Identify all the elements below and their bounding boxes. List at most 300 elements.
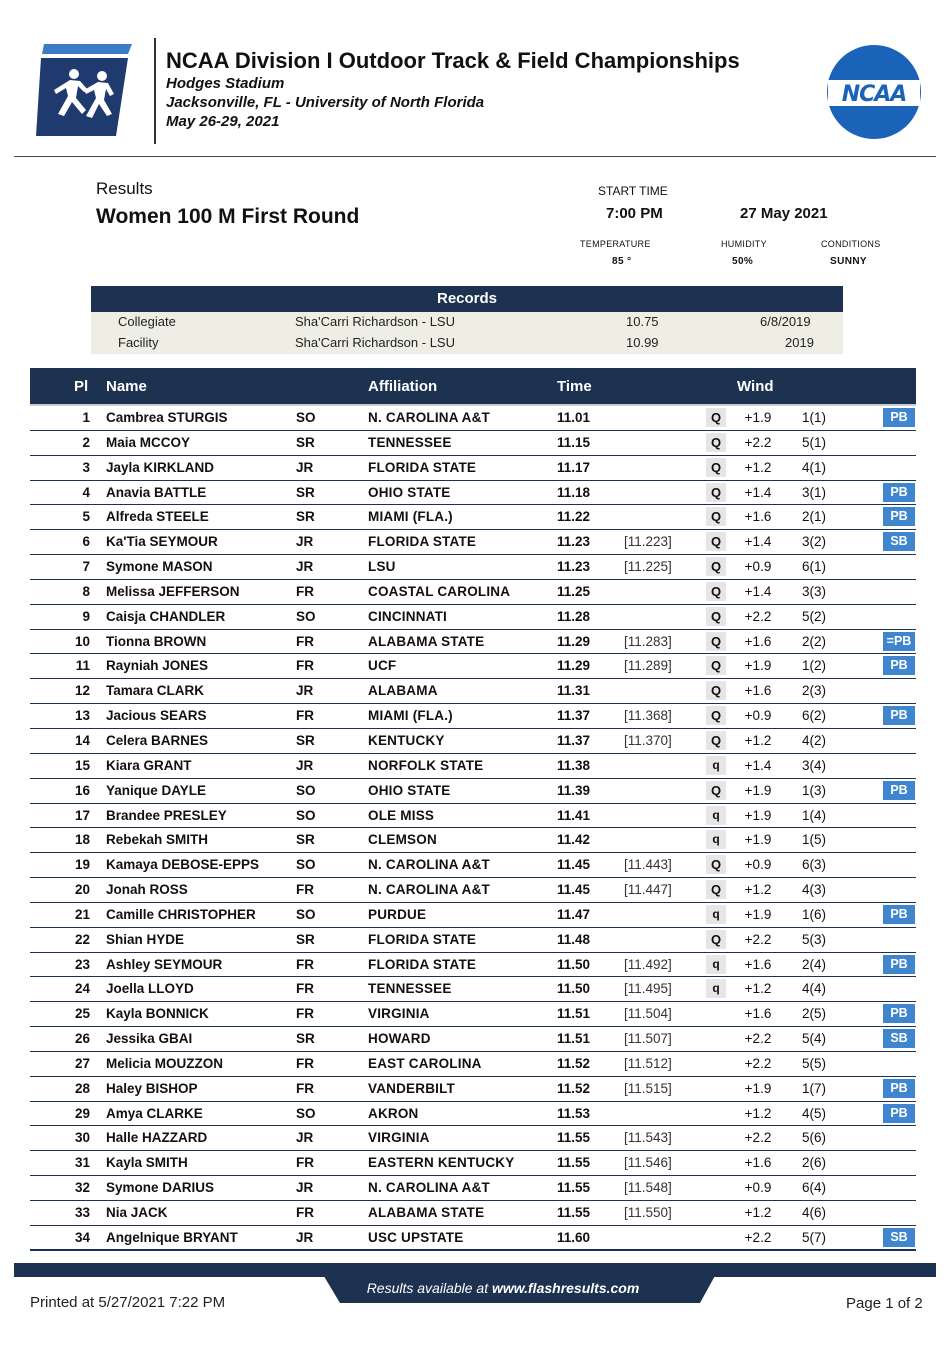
printed-timestamp: Printed at 5/27/2021 7:22 PM bbox=[30, 1294, 226, 1311]
time-cell: 11.55 bbox=[557, 1130, 591, 1146]
affiliation-cell: VIRGINIA bbox=[368, 1130, 430, 1146]
qualifier-badge: q bbox=[706, 955, 726, 974]
qualifier-badge: Q bbox=[706, 532, 726, 551]
tiebreak-time-cell: [11.289] bbox=[624, 658, 672, 674]
table-row bbox=[30, 580, 916, 605]
year-cell: FR bbox=[296, 708, 314, 724]
year-cell: FR bbox=[296, 1080, 314, 1096]
athlete-name-cell: Alfreda STEELE bbox=[106, 509, 209, 525]
wind-cell: +0.9 bbox=[744, 1180, 772, 1196]
place-cell: 22 bbox=[74, 931, 90, 947]
record-date: 2019 bbox=[785, 335, 814, 350]
record-note-badge: SB bbox=[883, 1029, 915, 1048]
results-table-body bbox=[30, 406, 916, 1251]
table-row bbox=[30, 630, 916, 655]
wind-cell: +1.4 bbox=[744, 534, 772, 550]
wind-cell: +1.6 bbox=[744, 1006, 772, 1022]
time-cell: 11.52 bbox=[557, 1080, 591, 1096]
time-cell: 11.15 bbox=[557, 434, 591, 450]
athlete-name-cell: Camille CHRISTOPHER bbox=[106, 906, 256, 922]
table-row bbox=[30, 704, 916, 729]
tiebreak-time-cell: [11.492] bbox=[624, 956, 672, 972]
affiliation-cell: OHIO STATE bbox=[368, 484, 451, 500]
heat-cell: 3(4) bbox=[802, 757, 827, 773]
meet-dates: May 26-29, 2021 bbox=[166, 113, 280, 130]
wind-cell: +1.4 bbox=[744, 583, 772, 599]
heat-cell: 6(4) bbox=[802, 1180, 827, 1196]
record-holder: Sha'Carri Richardson - LSU bbox=[295, 314, 455, 329]
qualifier-badge: Q bbox=[706, 483, 726, 502]
conditions-value: SUNNY bbox=[830, 256, 868, 267]
time-cell: 11.01 bbox=[557, 410, 591, 425]
time-cell: 11.55 bbox=[557, 1205, 591, 1220]
time-cell: 11.53 bbox=[557, 1105, 591, 1121]
results-table-header bbox=[30, 368, 916, 404]
time-cell: 11.29 bbox=[557, 633, 591, 649]
athlete-name-cell: Amya CLARKE bbox=[106, 1105, 203, 1121]
athlete-name-cell: Melissa JEFFERSON bbox=[106, 583, 240, 599]
heat-cell: 2(6) bbox=[802, 1155, 827, 1171]
qualifier-badge: q bbox=[706, 905, 726, 924]
affiliation-cell: ALABAMA STATE bbox=[368, 633, 485, 649]
wind-cell: +2.2 bbox=[744, 1229, 772, 1245]
event-date: 27 May 2021 bbox=[740, 205, 828, 222]
tiebreak-time-cell: [11.548] bbox=[624, 1180, 672, 1196]
affiliation-cell: FLORIDA STATE bbox=[368, 956, 477, 972]
year-cell: SR bbox=[296, 509, 315, 525]
place-cell: 8 bbox=[82, 583, 90, 599]
year-cell: JR bbox=[296, 459, 314, 475]
athlete-name-cell: Joella LLOYD bbox=[106, 981, 194, 997]
affiliation-cell: TENNESSEE bbox=[368, 981, 452, 997]
heat-cell: 5(2) bbox=[802, 608, 827, 624]
place-cell: 20 bbox=[74, 882, 90, 898]
athlete-name-cell: Jonah ROSS bbox=[106, 882, 188, 898]
place-cell: 34 bbox=[74, 1229, 90, 1245]
year-cell: FR bbox=[296, 1006, 314, 1022]
place-cell: 29 bbox=[74, 1105, 90, 1121]
year-cell: SR bbox=[296, 484, 315, 500]
record-row-facility bbox=[91, 333, 843, 354]
affiliation-cell: OHIO STATE bbox=[368, 782, 451, 798]
time-cell: 11.50 bbox=[557, 981, 591, 997]
time-cell: 11.18 bbox=[557, 484, 591, 500]
place-cell: 14 bbox=[74, 732, 90, 748]
year-cell: SO bbox=[296, 410, 316, 425]
table-row bbox=[30, 754, 916, 779]
wind-cell: +1.2 bbox=[744, 732, 772, 748]
heat-cell: 1(4) bbox=[802, 807, 827, 823]
affiliation-cell: TENNESSEE bbox=[368, 434, 452, 450]
tiebreak-time-cell: [11.512] bbox=[624, 1055, 672, 1071]
heat-cell: 4(3) bbox=[802, 882, 827, 898]
tiebreak-time-cell: [11.515] bbox=[624, 1080, 672, 1096]
heat-cell: 3(3) bbox=[802, 583, 827, 599]
table-row bbox=[30, 1151, 916, 1176]
place-cell: 17 bbox=[74, 807, 90, 823]
affiliation-cell: N. CAROLINA A&T bbox=[368, 882, 490, 898]
table-row bbox=[30, 953, 916, 978]
year-cell: SO bbox=[296, 782, 316, 798]
time-cell: 11.52 bbox=[557, 1055, 591, 1071]
table-row bbox=[30, 977, 916, 1002]
record-mark: 10.75 bbox=[626, 314, 659, 329]
year-cell: SO bbox=[296, 807, 316, 823]
athlete-name-cell: Yanique DAYLE bbox=[106, 782, 207, 798]
qualifier-badge: q bbox=[706, 830, 726, 849]
time-cell: 11.55 bbox=[557, 1180, 591, 1196]
year-cell: FR bbox=[296, 1155, 314, 1171]
time-cell: 11.23 bbox=[557, 559, 591, 575]
wind-cell: +1.9 bbox=[744, 1080, 772, 1096]
year-cell: SR bbox=[296, 434, 315, 450]
athlete-name-cell: Cambrea STURGIS bbox=[106, 410, 228, 425]
time-cell: 11.22 bbox=[557, 509, 591, 525]
records-title: Records bbox=[91, 286, 843, 312]
record-note-badge: PB bbox=[883, 408, 915, 427]
humidity-label: HUMIDITY bbox=[721, 239, 767, 249]
table-row bbox=[30, 853, 916, 878]
year-cell: SR bbox=[296, 732, 315, 748]
time-cell: 11.51 bbox=[557, 1006, 591, 1022]
start-time-value: 7:00 PM bbox=[606, 205, 663, 222]
year-cell: FR bbox=[296, 633, 314, 649]
wind-cell: +1.6 bbox=[744, 683, 772, 699]
wind-cell: +2.2 bbox=[744, 1031, 772, 1047]
results-available-label: Results available at bbox=[366, 1280, 489, 1296]
athlete-name-cell: Melicia MOUZZON bbox=[106, 1055, 224, 1071]
heat-cell: 1(3) bbox=[802, 782, 827, 798]
header-time: Time bbox=[557, 378, 592, 395]
year-cell: SO bbox=[296, 906, 316, 922]
tiebreak-time-cell: [11.223] bbox=[624, 534, 672, 550]
affiliation-cell: FLORIDA STATE bbox=[368, 459, 477, 475]
heat-cell: 4(5) bbox=[802, 1105, 827, 1121]
year-cell: SR bbox=[296, 931, 315, 947]
heat-cell: 6(3) bbox=[802, 857, 827, 873]
heat-cell: 1(6) bbox=[802, 906, 827, 922]
time-cell: 11.31 bbox=[557, 683, 591, 699]
year-cell: JR bbox=[296, 1130, 314, 1146]
place-cell: 12 bbox=[74, 683, 90, 699]
table-row bbox=[30, 1201, 916, 1226]
table-row bbox=[30, 828, 916, 853]
athlete-name-cell: Rebekah SMITH bbox=[106, 832, 209, 848]
time-cell: 11.29 bbox=[557, 658, 591, 674]
affiliation-cell: LSU bbox=[368, 559, 396, 575]
heat-cell: 3(2) bbox=[802, 534, 827, 550]
conditions-label: CONDITIONS bbox=[821, 239, 881, 249]
time-cell: 11.55 bbox=[557, 1155, 591, 1171]
year-cell: JR bbox=[296, 683, 314, 699]
year-cell: SO bbox=[296, 608, 316, 624]
record-note-badge: PB bbox=[883, 507, 915, 526]
results-site-link[interactable]: www.flashresults.com bbox=[491, 1280, 640, 1296]
qualifier-badge: q bbox=[706, 756, 726, 775]
affiliation-cell: ALABAMA STATE bbox=[368, 1205, 485, 1220]
qualifier-badge: Q bbox=[706, 582, 726, 601]
time-cell: 11.45 bbox=[557, 857, 591, 873]
record-row-collegiate bbox=[91, 312, 843, 333]
affiliation-cell: COASTAL CAROLINA bbox=[368, 583, 511, 599]
record-note-badge: =PB bbox=[883, 632, 915, 651]
year-cell: SO bbox=[296, 1105, 316, 1121]
heat-cell: 2(2) bbox=[802, 633, 827, 649]
record-note-badge: PB bbox=[883, 656, 915, 675]
place-cell: 9 bbox=[82, 608, 90, 624]
wind-cell: +1.4 bbox=[744, 757, 772, 773]
qualifier-badge: Q bbox=[706, 632, 726, 651]
athlete-name-cell: Anavia BATTLE bbox=[106, 484, 207, 500]
qualifier-badge: Q bbox=[706, 855, 726, 874]
place-cell: 19 bbox=[74, 857, 90, 873]
year-cell: FR bbox=[296, 981, 314, 997]
athlete-name-cell: Caisja CHANDLER bbox=[106, 608, 226, 624]
place-cell: 7 bbox=[82, 559, 90, 575]
athlete-name-cell: Halle HAZZARD bbox=[106, 1130, 208, 1146]
place-cell: 26 bbox=[74, 1031, 90, 1047]
wind-cell: +1.9 bbox=[744, 410, 772, 425]
heat-cell: 5(4) bbox=[802, 1031, 827, 1047]
table-row bbox=[30, 481, 916, 506]
affiliation-cell: USC UPSTATE bbox=[368, 1229, 464, 1245]
header-rule bbox=[14, 156, 936, 157]
record-note-badge: SB bbox=[883, 532, 915, 551]
place-cell: 31 bbox=[74, 1155, 90, 1171]
place-cell: 30 bbox=[74, 1130, 90, 1146]
championship-logo bbox=[36, 44, 132, 136]
table-row bbox=[30, 605, 916, 630]
tiebreak-time-cell: [11.368] bbox=[624, 708, 672, 724]
time-cell: 11.39 bbox=[557, 782, 591, 798]
tiebreak-time-cell: [11.225] bbox=[624, 559, 672, 575]
record-note-badge: PB bbox=[883, 1079, 915, 1098]
athlete-name-cell: Tionna BROWN bbox=[106, 633, 207, 649]
record-type: Collegiate bbox=[118, 314, 176, 329]
heat-cell: 1(5) bbox=[802, 832, 827, 848]
year-cell: FR bbox=[296, 658, 314, 674]
affiliation-cell: ALABAMA bbox=[368, 683, 438, 699]
time-cell: 11.38 bbox=[557, 757, 591, 773]
table-row bbox=[30, 804, 916, 829]
place-cell: 28 bbox=[74, 1080, 90, 1096]
wind-cell: +1.6 bbox=[744, 633, 772, 649]
table-row bbox=[30, 729, 916, 754]
athlete-name-cell: Brandee PRESLEY bbox=[106, 807, 227, 823]
wind-cell: +1.4 bbox=[744, 484, 772, 500]
page-number: Page 1 of 2 bbox=[846, 1295, 923, 1312]
heat-cell: 4(1) bbox=[802, 459, 827, 475]
heat-cell: 1(7) bbox=[802, 1080, 827, 1096]
qualifier-badge: Q bbox=[706, 706, 726, 725]
wind-cell: +1.9 bbox=[744, 807, 772, 823]
affiliation-cell: FLORIDA STATE bbox=[368, 534, 477, 550]
tiebreak-time-cell: [11.447] bbox=[624, 882, 672, 898]
heat-cell: 4(6) bbox=[802, 1205, 827, 1220]
heat-cell: 6(1) bbox=[802, 559, 827, 575]
wind-cell: +1.2 bbox=[744, 981, 772, 997]
affiliation-cell: PURDUE bbox=[368, 906, 427, 922]
place-cell: 13 bbox=[74, 708, 90, 724]
record-note-badge: PB bbox=[883, 781, 915, 800]
wind-cell: +1.9 bbox=[744, 658, 772, 674]
results-available-text bbox=[316, 1280, 672, 1296]
affiliation-cell: KENTUCKY bbox=[368, 732, 445, 748]
place-cell: 5 bbox=[82, 509, 90, 525]
table-row bbox=[30, 530, 916, 555]
table-row bbox=[30, 679, 916, 704]
affiliation-cell: VANDERBILT bbox=[368, 1080, 455, 1096]
year-cell: FR bbox=[296, 956, 314, 972]
wind-cell: +0.9 bbox=[744, 708, 772, 724]
table-row bbox=[30, 1002, 916, 1027]
athlete-name-cell: Jacious SEARS bbox=[106, 708, 207, 724]
heat-cell: 5(5) bbox=[802, 1055, 827, 1071]
table-row bbox=[30, 1052, 916, 1077]
heat-cell: 5(1) bbox=[802, 434, 827, 450]
place-cell: 3 bbox=[82, 459, 90, 475]
record-note-badge: SB bbox=[883, 1228, 915, 1247]
time-cell: 11.28 bbox=[557, 608, 591, 624]
affiliation-cell: OLE MISS bbox=[368, 807, 435, 823]
wind-cell: +2.2 bbox=[744, 608, 772, 624]
place-cell: 2 bbox=[82, 434, 90, 450]
place-cell: 6 bbox=[82, 534, 90, 550]
qualifier-badge: q bbox=[706, 806, 726, 825]
wind-cell: +1.2 bbox=[744, 459, 772, 475]
athlete-name-cell: Kiara GRANT bbox=[106, 757, 192, 773]
temperature-label: TEMPERATURE bbox=[580, 239, 651, 249]
place-cell: 1 bbox=[82, 410, 90, 425]
heat-cell: 2(3) bbox=[802, 683, 827, 699]
heat-cell: 1(1) bbox=[802, 410, 827, 425]
time-cell: 11.45 bbox=[557, 882, 591, 898]
table-row bbox=[30, 1077, 916, 1102]
qualifier-badge: Q bbox=[706, 681, 726, 700]
record-date: 6/8/2019 bbox=[760, 314, 811, 329]
tiebreak-time-cell: [11.543] bbox=[624, 1130, 672, 1146]
record-type: Facility bbox=[118, 335, 159, 350]
affiliation-cell: NORFOLK STATE bbox=[368, 757, 484, 773]
table-row bbox=[30, 654, 916, 679]
wind-cell: +1.9 bbox=[744, 832, 772, 848]
athlete-name-cell: Nia JACK bbox=[106, 1205, 168, 1220]
tiebreak-time-cell: [11.550] bbox=[624, 1205, 672, 1220]
athlete-name-cell: Tamara CLARK bbox=[106, 683, 205, 699]
start-time-label: START TIME bbox=[598, 184, 668, 198]
time-cell: 11.37 bbox=[557, 708, 591, 724]
place-cell: 33 bbox=[74, 1205, 90, 1220]
tiebreak-time-cell: [11.495] bbox=[624, 981, 672, 997]
athlete-name-cell: Angelnique BRYANT bbox=[106, 1229, 238, 1245]
humidity-value: 50% bbox=[732, 256, 754, 267]
place-cell: 11 bbox=[75, 658, 90, 674]
athlete-name-cell: Rayniah JONES bbox=[106, 658, 209, 674]
wind-cell: +0.9 bbox=[744, 559, 772, 575]
wind-cell: +1.2 bbox=[744, 1205, 772, 1220]
wind-cell: +2.2 bbox=[744, 434, 772, 450]
qualifier-badge: Q bbox=[706, 731, 726, 750]
qualifier-badge: Q bbox=[706, 781, 726, 800]
heat-cell: 4(4) bbox=[802, 981, 827, 997]
qualifier-badge: Q bbox=[706, 930, 726, 949]
table-row bbox=[30, 903, 916, 928]
affiliation-cell: VIRGINIA bbox=[368, 1006, 430, 1022]
year-cell: FR bbox=[296, 583, 314, 599]
year-cell: JR bbox=[296, 559, 314, 575]
affiliation-cell: N. CAROLINA A&T bbox=[368, 857, 490, 873]
time-cell: 11.47 bbox=[557, 906, 591, 922]
wind-cell: +1.6 bbox=[744, 1155, 772, 1171]
place-cell: 21 bbox=[74, 906, 90, 922]
qualifier-badge: Q bbox=[706, 880, 726, 899]
heat-cell: 6(2) bbox=[802, 708, 827, 724]
time-cell: 11.60 bbox=[557, 1229, 591, 1245]
table-row bbox=[30, 505, 916, 530]
place-cell: 18 bbox=[74, 832, 90, 848]
athlete-name-cell: Maia MCCOY bbox=[106, 434, 191, 450]
place-cell: 25 bbox=[74, 1006, 90, 1022]
athlete-name-cell: Kayla BONNICK bbox=[106, 1006, 209, 1022]
ncaa-logo-text: NCAA bbox=[841, 82, 907, 107]
table-row bbox=[30, 1226, 916, 1251]
tiebreak-time-cell: [11.507] bbox=[624, 1031, 672, 1047]
affiliation-cell: MIAMI (FLA.) bbox=[368, 708, 453, 724]
time-cell: 11.48 bbox=[557, 931, 591, 947]
table-row bbox=[30, 431, 916, 456]
time-cell: 11.42 bbox=[557, 832, 591, 848]
wind-cell: +1.2 bbox=[744, 1105, 772, 1121]
time-cell: 11.41 bbox=[557, 807, 591, 823]
record-note-badge: PB bbox=[883, 483, 915, 502]
header-name: Name bbox=[106, 378, 147, 395]
table-row bbox=[30, 456, 916, 481]
place-cell: 16 bbox=[74, 782, 90, 798]
meet-venue: Hodges Stadium bbox=[166, 75, 285, 92]
year-cell: FR bbox=[296, 882, 314, 898]
record-note-badge: PB bbox=[883, 905, 915, 924]
year-cell: JR bbox=[296, 757, 314, 773]
time-cell: 11.50 bbox=[557, 956, 591, 972]
athlete-name-cell: Kamaya DEBOSE-EPPS bbox=[106, 857, 260, 873]
year-cell: JR bbox=[296, 1180, 314, 1196]
affiliation-cell: MIAMI (FLA.) bbox=[368, 509, 453, 525]
affiliation-cell: N. CAROLINA A&T bbox=[368, 410, 490, 425]
affiliation-cell: EAST CAROLINA bbox=[368, 1055, 482, 1071]
table-row bbox=[30, 1126, 916, 1151]
athlete-name-cell: Shian HYDE bbox=[106, 931, 185, 947]
time-cell: 11.25 bbox=[557, 583, 591, 599]
wind-cell: +1.9 bbox=[744, 906, 772, 922]
affiliation-cell: N. CAROLINA A&T bbox=[368, 1180, 490, 1196]
wind-cell: +0.9 bbox=[744, 857, 772, 873]
header-place: Pl bbox=[74, 378, 89, 395]
place-cell: 10 bbox=[74, 633, 90, 649]
table-row bbox=[30, 555, 916, 580]
record-note-badge: PB bbox=[883, 706, 915, 725]
heat-cell: 2(5) bbox=[802, 1006, 827, 1022]
heat-cell: 5(3) bbox=[802, 931, 827, 947]
qualifier-badge: Q bbox=[706, 408, 726, 427]
qualifier-badge: Q bbox=[706, 458, 726, 477]
year-cell: SR bbox=[296, 1031, 315, 1047]
year-cell: JR bbox=[296, 1229, 314, 1245]
wind-cell: +1.9 bbox=[744, 782, 772, 798]
record-note-badge: PB bbox=[883, 1104, 915, 1123]
place-cell: 32 bbox=[74, 1180, 90, 1196]
time-cell: 11.17 bbox=[557, 459, 591, 475]
athlete-name-cell: Symone MASON bbox=[106, 559, 213, 575]
